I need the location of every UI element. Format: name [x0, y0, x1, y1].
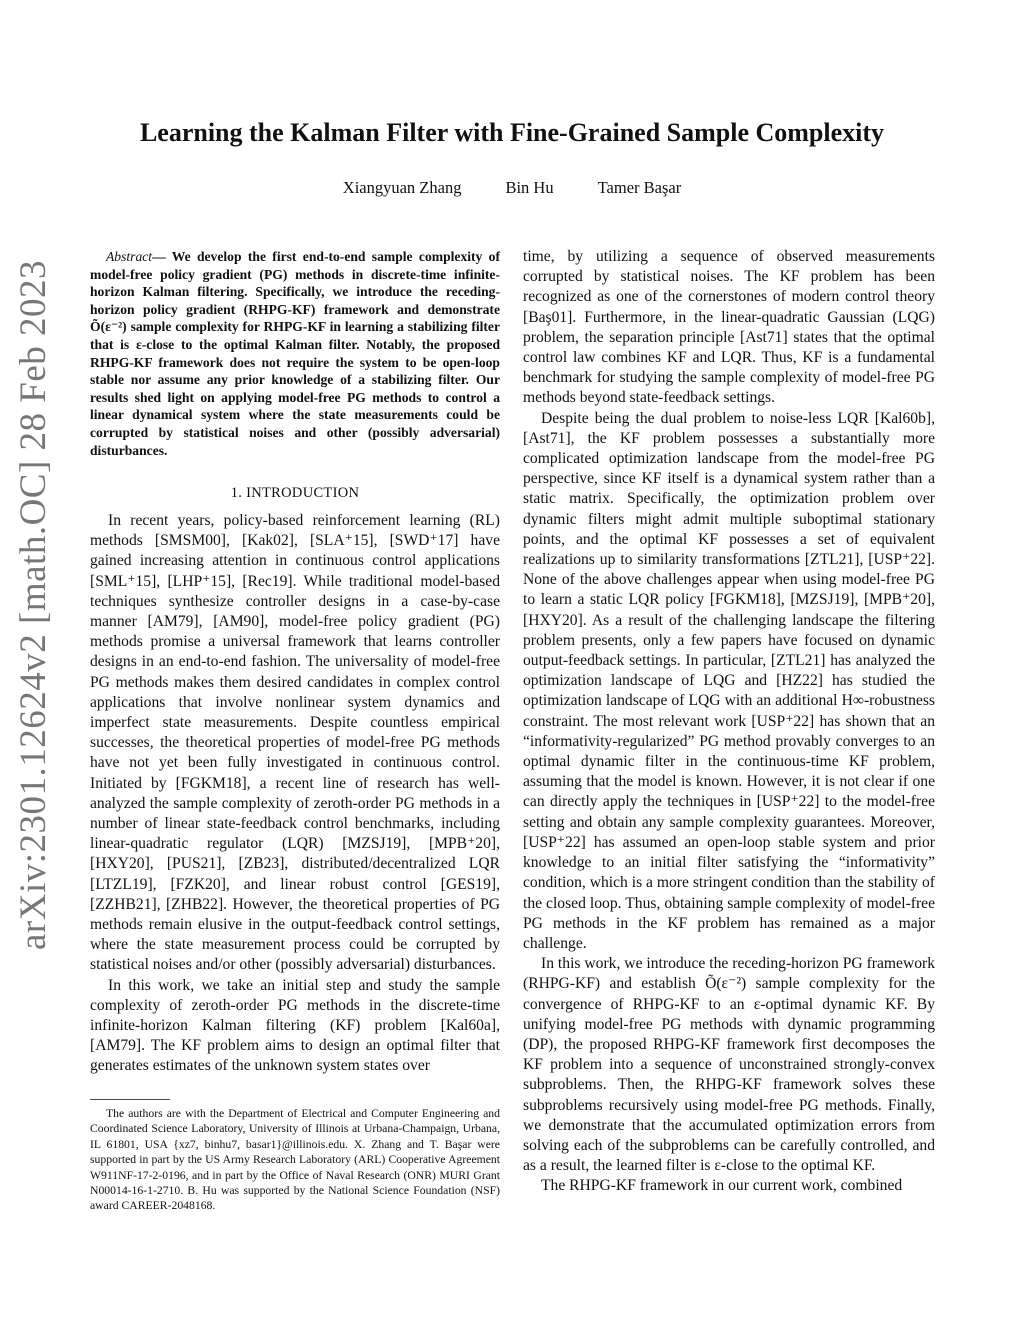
author-list [200, 178, 824, 198]
paragraph: In this work, we introduce the receding-horizon PG framework (RHPG-KF) and establish Õ(ε⁻²) sample complexity for the convergence of RHPG-KF to an ε-optimal dynamic KF. By unifying model-free PG methods with dynamic programming (DP), the proposed RHPG-KF framework first decomposes the KF problem into a sequence of unconstrained strongly-convex subproblems. Then, the RHPG-KF framework solves these subproblems recursively using model-free PG methods. Finally, we demonstrate that the accumulated optimization errors from solving each of the subproblems can be carefully controlled, and as a result, the learned filter is ε-close to the optimal KF. [523, 955, 935, 1175]
abstract [90, 248, 500, 459]
paragraph: The RHPG-KF framework in our current work, combined [541, 1177, 903, 1195]
paper-title: Learning the Kalman Filter with Fine-Grained Sample Complexity [139, 118, 885, 147]
section-heading: 1. INTRODUCTION [230, 485, 360, 501]
paragraph: time, by utilizing a sequence of observed measurements corrupted by statistical noises. The KF problem has been recognized as one of the cornerstones of modern control theory [Baş01]. Furthermore, in the linear-quadratic Gaussian (LQG) problem, the separation principle [Ast71] states that the optimal control law combines KF and LQR. Thus, KF is a fundamental benchmark for studying the sample complexity of model-free PG methods beyond state-feedback settings. [523, 248, 935, 407]
footnote-rule [90, 1099, 170, 1100]
right-column [523, 247, 935, 1197]
paragraph: In recent years, policy-based reinforcement learning (RL) methods [SMSM00], [Kak02], [SLA⁺15], [SWD⁺17] have gained increasing attention in continuous control applications [SML⁺15], [LHP⁺15], [Rec19]. While traditional model-based techniques synthesize controller designs in a case-by-case manner [AM79], [AM90], model-free policy gradient (PG) methods promise a universal framework that learns controller designs in an end-to-end fashion. The universality of model-free PG methods makes them desired candidates in complex control applications that involve nonlinear system dynamics and imperfect state measurements. Despite countless empirical successes, the theoretical properties of model-free PG methods have not yet been fully investigated in continuous control. Initiated by [FGKM18], a recent line of research has well-analyzed the sample complexity of zeroth-order PG methods in a number of linear state-feedback control benchmarks, including linear-quadratic regulator (LQR) [MZSJ19], [MPB⁺20], [HXY20], [PUS21], [ZB23], distributed/decentralized LQR [LTZL19], [FZK20], and linear robust control [GES19], [ZZHB21], [ZHB22]. However, the theoretical properties of PG methods remain elusive in the output-feedback control settings, where the state measurement process could be corrupted by statistical noises and/or other (possibly adversarial) disturbances. [90, 512, 500, 974]
paragraph: Despite being the dual problem to noise-less LQR [Kal60b], [Ast71], the KF problem possesses a substantially more complicated optimization landscape from the model-free PG perspective, since KF itself is a dynamical system rather than a static matrix. Specifically, the optimization problem over dynamic filters might admit multiple suboptimal stationary points, and the optimal KF possesses a set of equivalent realizations up to similarity transformations [ZTL21], [USP⁺22]. None of the above challenges appear when using model-free PG to learn a static LQR policy [FGKM18], [MZSJ19], [MPB⁺20], [HXY20]. As a result of the challenging landscape the filtering problem presents, only a few papers have focused on dynamic output-feedback settings. In particular, [ZTL21] has analyzed the optimization landscape of LQG and [HZ22] has studied the optimization landscape of LQG with an additional H∞-robustness constraint. The most relevant work [USP⁺22] has shown that an “informativity-regularized” PG method provably converges to an optimal dynamic filter in the continuous-time KF problem, assuming that the model is known. However, it is not clear if one can directly apply the techniques in [USP⁺22] to the model-free setting and obtain any sample complexity guarantees. Moreover, [USP⁺22] has assumed an open-loop stable system and prior knowledge to an initial filter satisfying the “informativity” condition, which is a more stringent condition than the stability of the closed loop. Thus, obtaining sample complexity of model-free PG methods in the KF problem has remained as a major challenge. [523, 409, 935, 952]
author-name: Tamer Başar [597, 178, 682, 197]
footnote [90, 1106, 500, 1214]
paragraph: In this work, we take an initial step and study the sample complexity of zeroth-order PG methods in the discrete-time infinite-horizon Kalman filtering (KF) problem [Kal60a], [AM79]. The KF problem aims to design an optimal filter that generates estimates of the unknown system states over [90, 976, 500, 1075]
author-name: Bin Hu [505, 178, 554, 197]
intro-left-column [90, 511, 500, 1077]
arxiv-identifier: arXiv:2301.12624v2 [math.OC] 28 Feb 2023 [13, 259, 54, 950]
abstract-lead: Abstract [106, 249, 153, 264]
footnote-text: The authors are with the Department of Electrical and Computer Engineering and Coordinated Science Laboratory, University of Illinois at Urbana-Champaign, Urbana, IL 61801, USA {xz7, binhu7, basar1}@illinois.edu. X. Zhang and T. Başar were supported in part by the US Army Research Laboratory (ARL) Cooperative Agreement W911NF-17-2-0196, and in part by the Office of Naval Research (ONR) MURI Grant N00014-16-1-2710. B. Hu was supported by the National Science Foundation (NSF) award CAREER-2048168. [90, 1107, 500, 1213]
abstract-text: — We develop the first end-to-end sample complexity of model-free policy gradient (PG) methods in discrete-time infinite-horizon Kalman filtering. Specifically, we introduce the receding-horizon policy gradient (RHPG-KF) framework and demonstrate Õ(ε⁻²) sample complexity for RHPG-KF in learning a stabilizing filter that is ε-close to the optimal Kalman filter. Notably, the proposed RHPG-KF framework does not require the system to be open-loop stable nor assume any prior knowledge of a stabilizing filter. Our results shed light on applying model-free PG methods to control a linear dynamical system where the state measurements could be corrupted by statistical noises and other (possibly adversarial) disturbances. [90, 249, 500, 458]
author-name: Xiangyuan Zhang [342, 178, 462, 197]
